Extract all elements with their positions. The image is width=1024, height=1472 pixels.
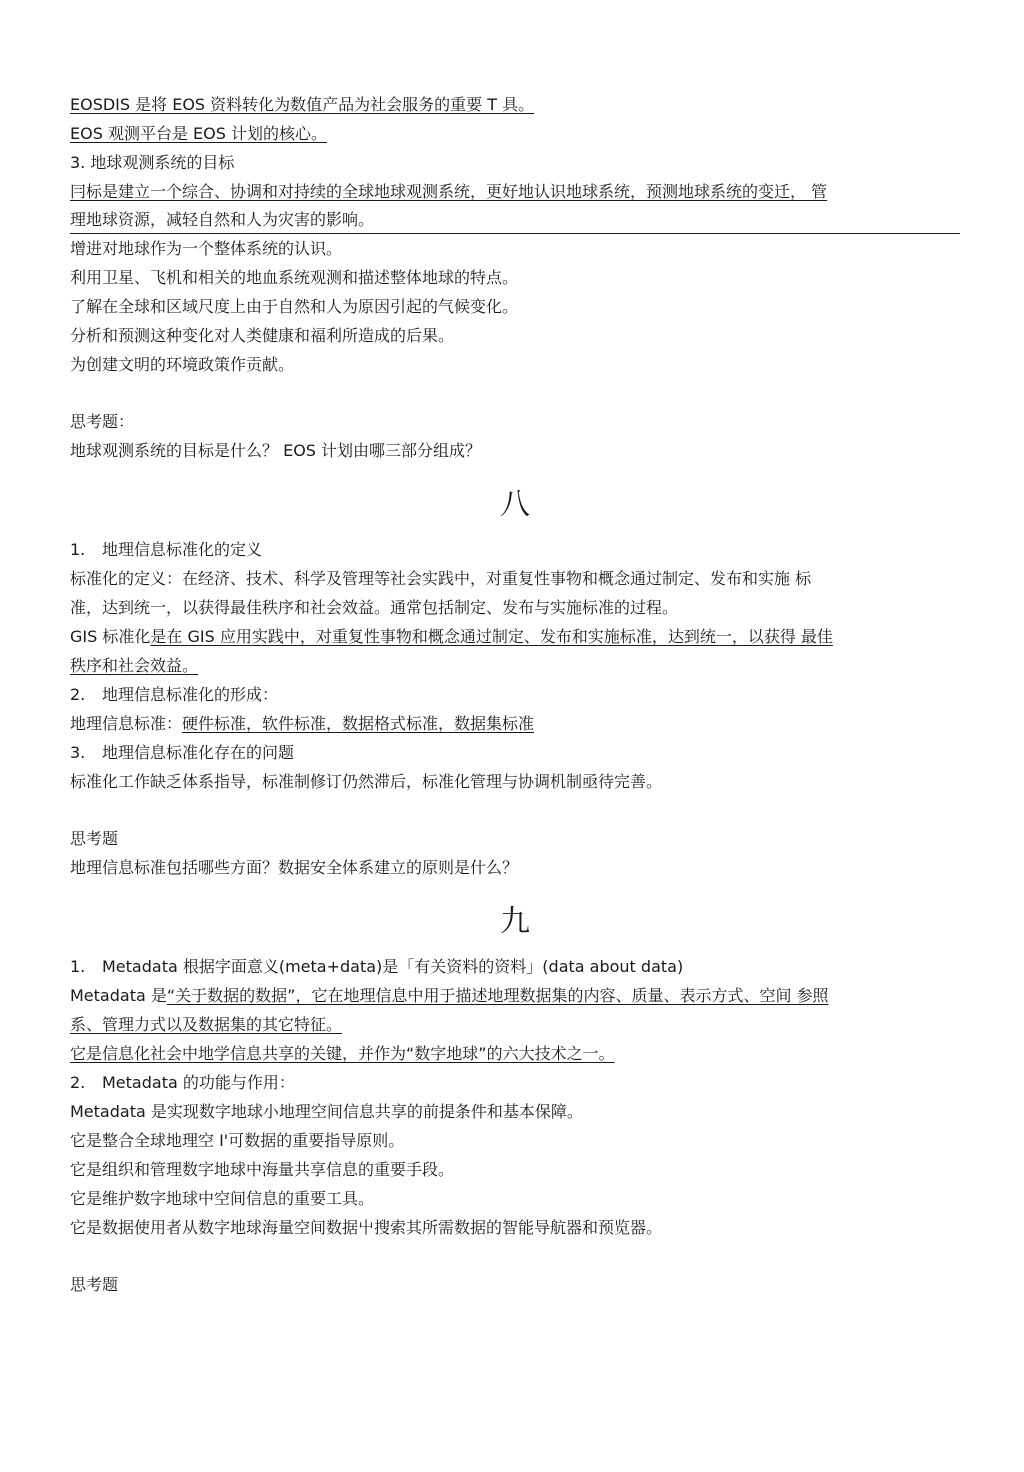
item-heading: 2. 地理信息标准化的形成： xyxy=(70,685,279,704)
think-question: 地球观测系统的目标是什么？ EOS 计划由哪三部分组成？ xyxy=(70,441,482,460)
section-heading-9: 九 xyxy=(500,904,530,939)
definition-line: 标准化的定义：在经济、技术、科学及管理等社会实践中，对重复性事物和概念通过制定、发布和实施 标 xyxy=(70,569,812,588)
metadata-definition-line: 它是信息化社会中地学信息共享的关键，并作为“数字地球”的六大技术之一。 xyxy=(70,1044,615,1063)
function-item: 它是整合全球地理空 I'可数据的重要指导原则。 xyxy=(70,1131,405,1150)
eos-paragraph-line: EOSDIS 是将 EOS 资料转化为数值产品为社会服务的重要 T 具。 xyxy=(70,95,535,114)
eos-goal-item: 利用卫星、飞机和相关的地血系统观测和描述整体地球的特点。 xyxy=(70,268,519,287)
eos-goal-text-line: 冃标是建立一个综合、协调和对持续的全球地球观测系统，更好地认识地球系统，预测地球系统的变迁， 管 xyxy=(70,182,828,201)
think-question: 地理信息标准包括哪些方面？数据安全体系建立的原则是什么？ xyxy=(70,858,519,877)
standards-line: 地理信息标准：硬件标准，软件标准，数据格式标准，数据集标准 xyxy=(70,714,535,733)
gis-definition-line: 秩序和社会效益。 xyxy=(70,656,199,675)
eos-paragraph-line: EOS 观测平台是 EOS 计划的核心。 xyxy=(70,124,327,143)
document-page xyxy=(70,90,960,1299)
function-item: Metadata 是实现数字地球小地理空间信息共享的前提条件和基本保障。 xyxy=(70,1102,583,1121)
spacer xyxy=(70,379,960,407)
section-heading-8: 八 xyxy=(500,487,530,522)
item-heading: 2. Metadata 的功能与作用： xyxy=(70,1073,295,1092)
gis-definition-line: GIS 标准化是在 GIS 应用实践中，对重复性事物和概念通过制定、发布和实施标准，达到统一，以获得 最佳 xyxy=(70,627,833,646)
definition-line: 准，达到统一，以获得最佳秩序和社会效益。通常包括制定、发布与实施标准的过程。 xyxy=(70,598,679,617)
function-item: 它是维护数字地球中空间信息的重要工具。 xyxy=(70,1189,375,1208)
think-label: 思考题 xyxy=(70,1275,119,1294)
item-heading: 1. Metadata 根据字面意义(meta+data)是「有关资料的资料」(data about data) xyxy=(70,957,684,976)
function-item: 它是数据使用者从数字地球海量空间数据屮搜索其所需数据的智能导航器和预览器。 xyxy=(70,1218,663,1237)
eos-goal-item: 为创建文明的环境政策作贡献。 xyxy=(70,355,295,374)
spacer xyxy=(70,1242,960,1270)
function-item: 它是组织和管理数字地球中海量共享信息的重要手段。 xyxy=(70,1160,455,1179)
think-label: 思考题 xyxy=(70,829,119,848)
item-heading: 1. 地理信息标准化的定义 xyxy=(70,540,263,559)
spacer xyxy=(70,796,960,824)
think-label: 思考题： xyxy=(70,412,135,431)
eos-goal-item: 分析和预测这种变化对人类健康和福利所造成的后果。 xyxy=(70,326,455,345)
eos-goal-heading: 3. 地球观测系统的目标 xyxy=(70,153,235,172)
metadata-definition-line: 系、管理力式以及数据集的其它特征。 xyxy=(70,1015,343,1034)
eos-goal-text-line: 理地球资源，减轻自然和人为灾害的影响。 xyxy=(70,206,960,234)
item-heading: 3. 地理信息标准化存在的问题 xyxy=(70,743,295,762)
eos-goal-item: 增进对地球作为一个整体系统的认识。 xyxy=(70,239,343,258)
metadata-definition-line: Metadata 是“关于数据的数据”，它在地理信息中用于描述地理数据集的内容、质量、表示方式、空间 参照 xyxy=(70,986,829,1005)
problem-line: 标准化工作缺乏体系指导，标准制修订仍然滞后，标准化管理与协调机制亟待完善。 xyxy=(70,772,663,791)
eos-goal-item: 了解在全球和区域尺度上由于自然和人为原因引起的气候变化。 xyxy=(70,297,519,316)
